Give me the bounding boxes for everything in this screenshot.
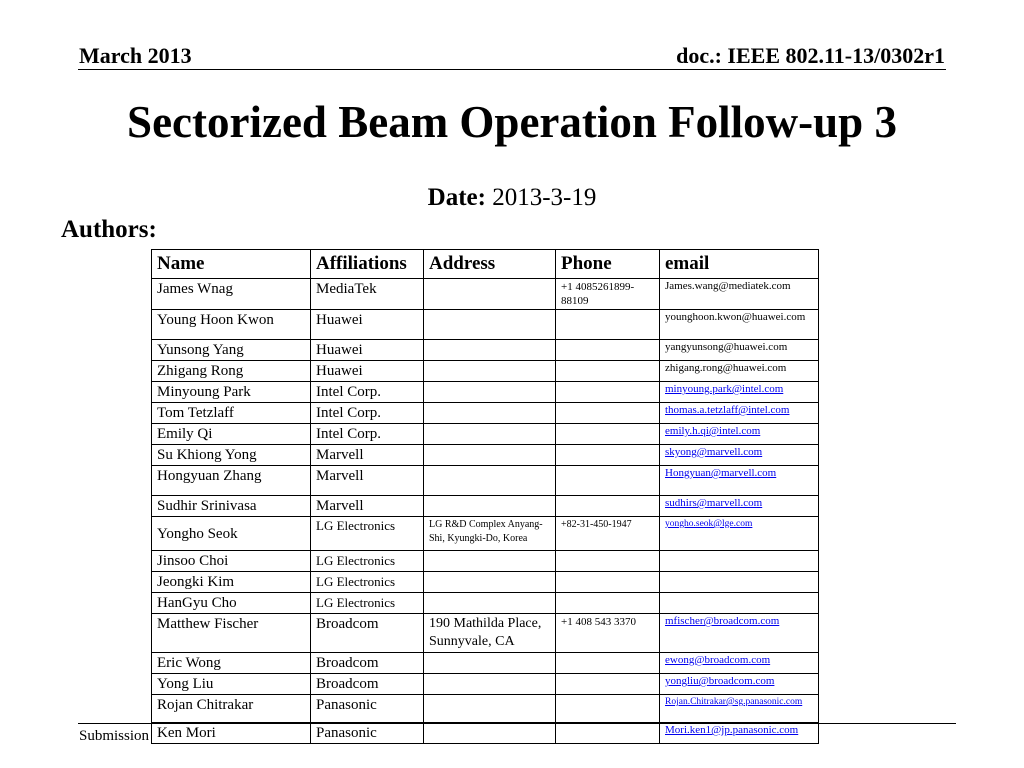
author-address xyxy=(424,496,556,517)
email-link[interactable]: Rojan.Chitrakar@sg.panasonic.com xyxy=(665,697,803,707)
table-row xyxy=(152,424,819,445)
table-row xyxy=(152,593,819,614)
author-phone xyxy=(556,674,660,695)
author-email xyxy=(660,572,819,593)
author-email[interactable] xyxy=(660,382,819,403)
email-link[interactable]: Hongyuan@marvell.com xyxy=(665,467,777,479)
table-row xyxy=(152,466,819,496)
email-link[interactable]: yongho.seok@lge.com xyxy=(665,519,753,529)
author-name: Emily Qi xyxy=(152,424,311,445)
author-name: Matthew Fischer xyxy=(152,614,311,653)
table-row xyxy=(152,695,819,723)
author-affiliation: Huawei xyxy=(311,310,424,340)
author-phone xyxy=(556,361,660,382)
author-address xyxy=(424,674,556,695)
author-phone xyxy=(556,310,660,340)
author-address xyxy=(424,723,556,744)
table-row xyxy=(152,496,819,517)
author-affiliation: Huawei xyxy=(311,361,424,382)
author-affiliation: Intel Corp. xyxy=(311,403,424,424)
author-affiliation: LG Electronics xyxy=(311,572,424,593)
author-phone xyxy=(556,403,660,424)
author-address xyxy=(424,695,556,723)
author-email[interactable] xyxy=(660,614,819,653)
author-name: Zhigang Rong xyxy=(152,361,311,382)
table-row xyxy=(152,572,819,593)
table-row xyxy=(152,674,819,695)
author-name: Yongho Seok xyxy=(152,517,311,551)
email-link[interactable]: emily.h.qi@intel.com xyxy=(665,425,761,437)
email-link[interactable]: thomas.a.tetzlaff@intel.com xyxy=(665,404,790,416)
author-name: Hongyuan Zhang xyxy=(152,466,311,496)
header-divider xyxy=(78,69,946,70)
authors-table xyxy=(151,249,819,744)
author-phone xyxy=(556,496,660,517)
email-link[interactable]: Mori.ken1@jp.panasonic.com xyxy=(665,724,799,736)
author-affiliation: Marvell xyxy=(311,496,424,517)
author-address xyxy=(424,403,556,424)
table-header-row xyxy=(152,250,819,279)
table-row xyxy=(152,279,819,310)
author-address xyxy=(424,340,556,361)
table-row xyxy=(152,310,819,340)
author-address xyxy=(424,279,556,310)
author-address xyxy=(424,424,556,445)
author-affiliation: Marvell xyxy=(311,466,424,496)
footer-submission: Submission xyxy=(79,728,150,744)
author-address xyxy=(424,445,556,466)
author-address xyxy=(424,382,556,403)
author-name: Eric Wong xyxy=(152,653,311,674)
table-row xyxy=(152,403,819,424)
author-address xyxy=(424,551,556,572)
author-address xyxy=(424,653,556,674)
column-header-affiliations: Affiliations xyxy=(311,250,424,279)
author-email xyxy=(660,593,819,614)
author-affiliation: Panasonic xyxy=(311,695,424,723)
author-phone xyxy=(556,424,660,445)
date-line xyxy=(0,184,1024,212)
author-address xyxy=(424,593,556,614)
author-name: Jinsoo Choi xyxy=(152,551,311,572)
author-email[interactable] xyxy=(660,695,819,723)
column-header-phone: Phone xyxy=(556,250,660,279)
author-affiliation: Broadcom xyxy=(311,674,424,695)
email-link[interactable]: mfischer@broadcom.com xyxy=(665,615,780,627)
email-link[interactable]: sudhirs@marvell.com xyxy=(665,497,763,509)
email-link[interactable]: ewong@broadcom.com xyxy=(665,654,771,666)
author-address xyxy=(424,361,556,382)
author-email[interactable] xyxy=(660,674,819,695)
table-row xyxy=(152,723,819,744)
author-affiliation: Marvell xyxy=(311,445,424,466)
author-email[interactable] xyxy=(660,445,819,466)
author-phone xyxy=(556,572,660,593)
author-phone: +1 4085261899-88109 xyxy=(556,279,660,310)
author-affiliation: Broadcom xyxy=(311,614,424,653)
author-phone xyxy=(556,723,660,744)
author-affiliation: LG Electronics xyxy=(311,551,424,572)
column-header-name: Name xyxy=(152,250,311,279)
footer-divider xyxy=(78,723,956,724)
authors-heading: Authors: xyxy=(61,216,157,243)
author-email xyxy=(660,551,819,572)
author-affiliation: Intel Corp. xyxy=(311,424,424,445)
author-affiliation: MediaTek xyxy=(311,279,424,310)
author-phone xyxy=(556,340,660,361)
table-row xyxy=(152,445,819,466)
author-email[interactable] xyxy=(660,403,819,424)
table-row xyxy=(152,382,819,403)
author-affiliation: Intel Corp. xyxy=(311,382,424,403)
header-date: March 2013 xyxy=(79,43,192,68)
author-phone xyxy=(556,551,660,572)
table-row xyxy=(152,614,819,653)
author-email: James.wang@mediatek.com xyxy=(660,279,819,310)
author-address xyxy=(424,572,556,593)
author-email: younghoon.kwon@huawei.com xyxy=(660,310,819,340)
author-address: 190 Mathilda Place, Sunnyvale, CA xyxy=(424,614,556,653)
author-name: Yunsong Yang xyxy=(152,340,311,361)
header-doc-number: doc.: IEEE 802.11-13/0302r1 xyxy=(676,43,945,68)
table-row xyxy=(152,517,819,551)
column-header-email: email xyxy=(660,250,819,279)
author-phone: +82-31-450-1947 xyxy=(556,517,660,551)
author-name: Su Khiong Yong xyxy=(152,445,311,466)
author-name: Ken Mori xyxy=(152,723,311,744)
date-value: 2013-3-19 xyxy=(492,184,597,211)
author-name: Tom Tetzlaff xyxy=(152,403,311,424)
author-name: Young Hoon Kwon xyxy=(152,310,311,340)
column-header-address: Address xyxy=(424,250,556,279)
author-phone xyxy=(556,695,660,723)
author-affiliation: Panasonic xyxy=(311,723,424,744)
author-affiliation: Huawei xyxy=(311,340,424,361)
author-name: Minyoung Park xyxy=(152,382,311,403)
author-email[interactable] xyxy=(660,723,819,744)
email-link[interactable]: skyong@marvell.com xyxy=(665,446,763,458)
author-name: HanGyu Cho xyxy=(152,593,311,614)
author-name: Sudhir Srinivasa xyxy=(152,496,311,517)
email-link[interactable]: minyoung.park@intel.com xyxy=(665,383,784,395)
author-phone xyxy=(556,653,660,674)
author-name: James Wnag xyxy=(152,279,311,310)
author-address xyxy=(424,466,556,496)
email-link[interactable]: yongliu@broadcom.com xyxy=(665,675,775,687)
author-email[interactable] xyxy=(660,424,819,445)
author-phone xyxy=(556,445,660,466)
author-email[interactable] xyxy=(660,466,819,496)
author-name: Jeongki Kim xyxy=(152,572,311,593)
author-phone xyxy=(556,593,660,614)
author-affiliation: LG Electronics xyxy=(311,517,424,551)
author-name: Yong Liu xyxy=(152,674,311,695)
author-email[interactable] xyxy=(660,496,819,517)
author-email: yangyunsong@huawei.com xyxy=(660,340,819,361)
author-name: Rojan Chitrakar xyxy=(152,695,311,723)
author-affiliation: LG Electronics xyxy=(311,593,424,614)
author-affiliation: Broadcom xyxy=(311,653,424,674)
table-row xyxy=(152,361,819,382)
author-phone: +1 408 543 3370 xyxy=(556,614,660,653)
table-row xyxy=(152,551,819,572)
author-address xyxy=(424,310,556,340)
table-row xyxy=(152,653,819,674)
slide-title: Sectorized Beam Operation Follow-up 3 xyxy=(127,97,897,147)
date-label: Date: xyxy=(427,184,486,211)
author-email[interactable] xyxy=(660,517,819,551)
author-email: zhigang.rong@huawei.com xyxy=(660,361,819,382)
author-email[interactable] xyxy=(660,653,819,674)
table-row xyxy=(152,340,819,361)
author-phone xyxy=(556,382,660,403)
author-phone xyxy=(556,466,660,496)
author-address: LG R&D Complex Anyang-Shi, Kyungki-Do, Korea xyxy=(424,517,556,551)
